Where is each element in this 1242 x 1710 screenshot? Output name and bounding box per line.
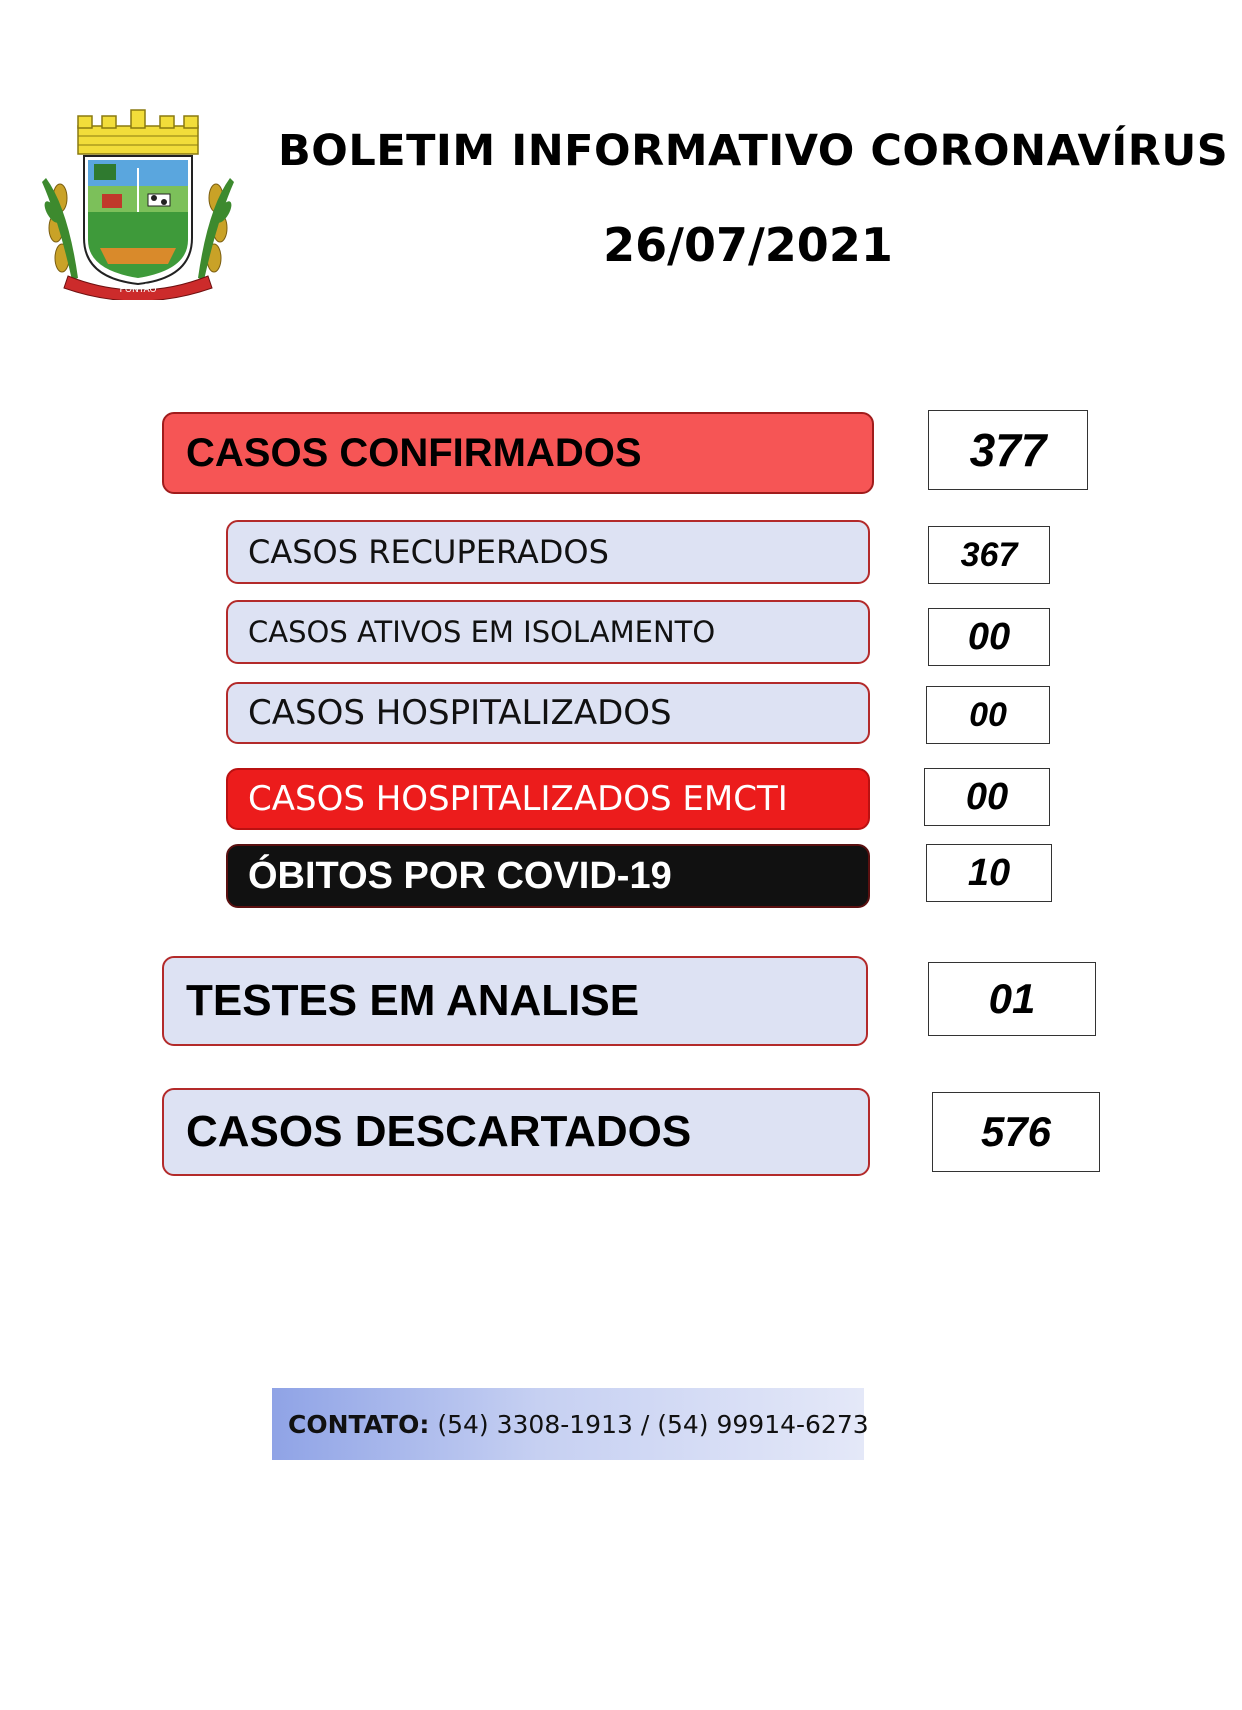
- deaths-label: [226, 844, 870, 908]
- bulletin-date: 26/07/2021: [603, 218, 893, 272]
- hospitalized-text: CASOS HOSPITALIZADOS: [248, 693, 672, 733]
- hospitalized-label: [226, 682, 870, 744]
- contact-label: CONTATO:: [288, 1409, 430, 1439]
- icu-text: CASOS HOSPITALIZADOS EMCTI: [248, 779, 788, 819]
- recovered-cases-value: 367: [928, 526, 1050, 584]
- deaths-text: ÓBITOS POR COVID-19: [248, 854, 672, 897]
- municipal-crest-logo: [38, 108, 238, 300]
- tests-pending-text: TESTES EM ANALISE: [186, 976, 640, 1025]
- hospitalized-value: 00: [926, 686, 1050, 744]
- discarded-cases-text: CASOS DESCARTADOS: [186, 1107, 692, 1156]
- tests-pending-value: 01: [928, 962, 1096, 1036]
- deaths-value: 10: [926, 844, 1052, 902]
- page-title: BOLETIM INFORMATIVO CORONAVÍRUS: [278, 126, 1229, 176]
- icu-label: [226, 768, 870, 830]
- contact-phones: (54) 3308-1913 / (54) 99914-6273: [437, 1409, 869, 1439]
- active-isolation-value: 00: [928, 608, 1050, 666]
- active-isolation-label: [226, 600, 870, 664]
- tests-pending-label: [162, 956, 868, 1046]
- discarded-cases-label: [162, 1088, 870, 1176]
- confirmed-cases-value: 377: [928, 410, 1088, 490]
- confirmed-cases-text: CASOS CONFIRMADOS: [186, 430, 642, 475]
- confirmed-cases-label: [162, 412, 874, 494]
- discarded-cases-value: 576: [932, 1092, 1100, 1172]
- crest-ribbon-text: PONTÃO: [119, 285, 157, 295]
- recovered-cases-label: [226, 520, 870, 584]
- active-isolation-text: CASOS ATIVOS EM ISOLAMENTO: [248, 615, 716, 649]
- icu-value: 00: [924, 768, 1050, 826]
- contact-bar: [272, 1388, 869, 1460]
- recovered-cases-text: CASOS RECUPERADOS: [248, 533, 609, 571]
